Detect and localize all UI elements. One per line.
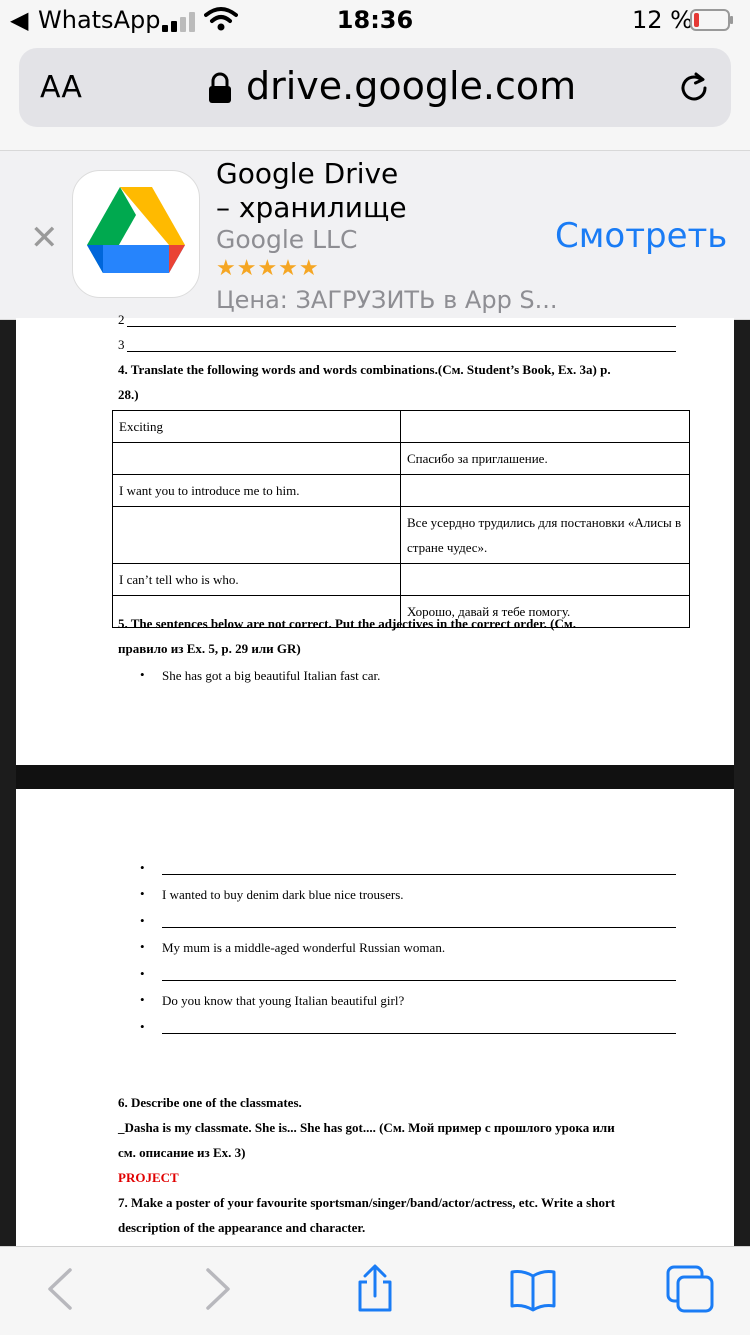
back-arrow-icon[interactable]: ◀ [10, 7, 29, 34]
back-to-app-label[interactable]: WhatsApp [38, 6, 161, 34]
table-cell-ru: Все усердно трудились для постановки «Алисы в стране чудес». [401, 507, 690, 564]
task7-title: 7. Make a poster of your favourite sportsman/singer/band/actor/actress, etc. Write a short [118, 1195, 616, 1210]
table-row [113, 411, 690, 443]
bookmarks-icon[interactable] [508, 1264, 558, 1314]
task7-title-cont: description of the appearance and character. [118, 1220, 366, 1235]
answer-line-number: 3 [118, 337, 125, 352]
bullet-icon: • [140, 667, 145, 682]
bullet-icon: • [140, 992, 145, 1007]
sentence-item: My mum is a middle-aged wonderful Russian woman. [162, 940, 446, 955]
table-cell-ru [401, 411, 690, 443]
sentence-item: She has got a big beautiful Italian fast car. [162, 668, 381, 683]
project-label: PROJECT [118, 1170, 179, 1185]
answer-line [162, 980, 676, 981]
url-text[interactable]: drive.google.com [246, 64, 577, 108]
sentence-item: Do you know that young Italian beautiful girl? [162, 993, 405, 1008]
task6-title: 6. Describe one of the classmates. [118, 1095, 302, 1110]
answer-line [127, 326, 676, 327]
task5-title-cont: правило из Ex. 5, p. 29 или GR) [118, 641, 301, 656]
close-icon[interactable]: ✕ [30, 219, 59, 257]
sentence-item: I wanted to buy denim dark blue nice trousers. [162, 887, 404, 902]
battery-percent: 12 % [632, 6, 693, 34]
task5-title: 5. The sentences below are not correct. Put the adjectives in the correct order. (См. [118, 616, 576, 631]
table-row [113, 475, 690, 507]
table-row [113, 443, 690, 475]
task6-example-cont: см. описание из Ex. 3) [118, 1145, 246, 1160]
reload-icon[interactable] [676, 70, 712, 106]
bullet-icon: • [140, 966, 145, 981]
translation-table [112, 410, 690, 628]
share-icon[interactable] [350, 1264, 400, 1314]
bullet-icon: • [140, 939, 145, 954]
table-cell-en: I can’t tell who is who. [113, 564, 401, 596]
app-name-line1: Google Drive [216, 157, 399, 190]
status-bar [0, 0, 750, 40]
answer-line [127, 351, 676, 352]
lock-icon [208, 72, 232, 104]
table-row [113, 507, 690, 564]
table-cell-ru: Хорошо, давай я тебе помогу. [401, 596, 690, 628]
answer-line [162, 927, 676, 928]
clock: 18:36 [336, 6, 414, 34]
answer-line-number: 2 [118, 312, 125, 327]
rating-stars: ★★★★★ [216, 256, 320, 281]
bullet-icon: • [140, 886, 145, 901]
table-cell-ru [401, 564, 690, 596]
table-cell-en [113, 507, 401, 564]
text-size-button[interactable]: AA [40, 70, 82, 105]
document-page-2 [16, 789, 734, 1259]
table-cell-en: Exciting [113, 411, 401, 443]
bullet-icon: • [140, 913, 145, 928]
app-developer: Google LLC [216, 225, 358, 254]
back-chevron-icon[interactable] [36, 1264, 86, 1314]
table-row [113, 564, 690, 596]
task4-title: 4. Translate the following words and words combinations.(См. Student’s Book, Ex. 3a) p. [118, 362, 611, 377]
view-app-button[interactable]: Смотреть [555, 216, 728, 256]
page-separator [16, 765, 734, 789]
google-drive-logo-icon [87, 187, 185, 277]
google-drive-app-icon[interactable] [72, 170, 200, 298]
table-cell-ru [401, 475, 690, 507]
app-price: Цена: ЗАГРУЗИТЬ в App S... [216, 286, 558, 314]
battery-icon [690, 9, 734, 31]
answer-line [162, 1033, 676, 1034]
table-cell-en: I want you to introduce me to him. [113, 475, 401, 507]
answer-line [162, 874, 676, 875]
table-cell-ru: Спасибо за приглашение. [401, 443, 690, 475]
app-name-line2: – хранилище [216, 191, 407, 224]
bullet-icon: • [140, 1019, 145, 1034]
bullet-icon: • [140, 860, 145, 875]
task4-title-cont: 28.) [118, 387, 139, 402]
forward-chevron-icon[interactable] [192, 1264, 242, 1314]
tabs-icon[interactable] [666, 1264, 716, 1314]
task6-example: _Dasha is my classmate. She is... She has got.... (См. Мой пример с прошлого урока или [118, 1120, 615, 1135]
table-cell-en [113, 443, 401, 475]
